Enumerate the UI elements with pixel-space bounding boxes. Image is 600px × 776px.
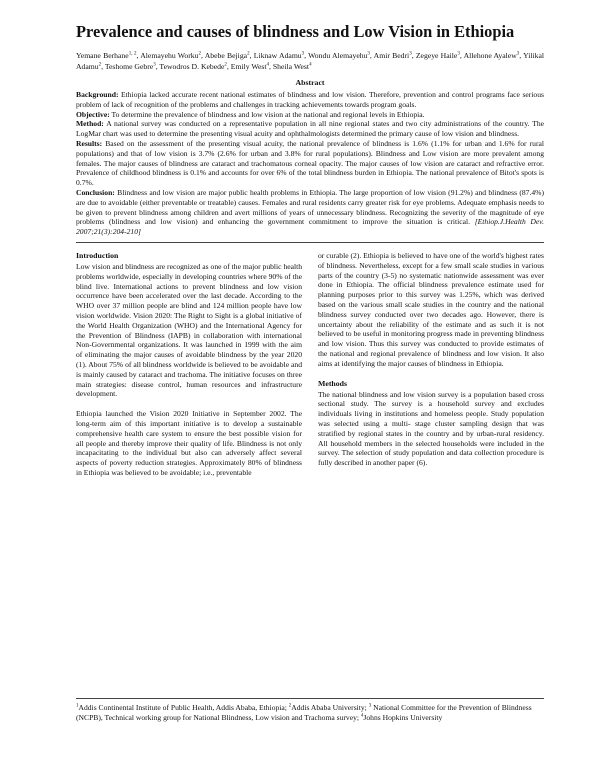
author-name: Sheila West — [272, 61, 310, 71]
abstract-method — [76, 119, 544, 139]
abstract-citation: [Ethiop.J.Health Dev. 2007;21(3):204-210] — [76, 217, 544, 237]
right-column — [318, 251, 544, 488]
author-affiliation-mark: 3 — [301, 51, 305, 57]
footnote-number: 3 — [368, 703, 372, 709]
abstract-method-text: A national survey was conducted on a representative population in all nine regional states and two city administrations of the country. The LogMar chart was used to determine the presenting visual acuity and ophthalmologists determined the primary cause of low vision and blindness. — [76, 119, 544, 139]
footnote-text: Addis Ababa University; — [291, 703, 369, 712]
footnote-number: 4 — [360, 713, 364, 719]
author-affiliation-mark: 2 — [198, 51, 201, 57]
abstract-objective — [76, 110, 544, 120]
footnote-number: 2 — [288, 703, 292, 709]
abstract-conclusion-text: Blindness and low vision are major public health problems in Ethiopia. The large proportion of low vision (91.2%) and blindness (87.4%) are due to avoidable (either preventable or treatable) causes. Females and rural residents carry greater risk for eye problems. Adequate emphasis needs to be given to prevent blindness among children and avert millions of years of unnecessary blindness. Recognizing the severity of the magnitude of eye problems (blindness and low vision) and enhancing the government commitment to improve the situation is critical. — [76, 187, 545, 227]
abstract-background — [76, 90, 544, 110]
author-name: Amir Bedri — [373, 51, 410, 60]
paper-title: Prevalence and causes of blindness and Low Vision in Ethiopia — [76, 22, 515, 41]
author-name: Allehone Ayalew — [463, 51, 517, 60]
author-name: Alemayehu Worku — [140, 51, 199, 60]
author-name: Wondu Alemayehu — [308, 51, 368, 60]
author-affiliation-mark: 3 — [457, 51, 460, 57]
author-affiliation-mark: 2 — [224, 61, 227, 67]
introduction-heading: Introduction — [76, 250, 119, 260]
body-columns — [76, 251, 544, 488]
footnote-text: National Committee for the Prevention of Blindness (NCPB), Technical working group for National Blindness, Low vision and Trachoma survey; — [76, 703, 532, 722]
abstract-divider — [76, 242, 544, 243]
introduction-paragraph-3: or curable (2). Ethiopia is believed to have one of the world's highest rates of blindness. Nevertheless, except for a few small scale studies in various parts of the country (3-5) no systematic nationwide assessment was ever done in Ethiopia. The official blindness prevalence estimate used for planning purposes prior to this survey was 1.25%, which was derived based on the various small scale studies in the country and the national blindness survey conducted over two decades ago. However, there is uncertainty about the reliability of the estimate and as such it is not believed to be useful in monitoring progress made in preventing blindness and low vision. Thus this survey was conducted to provide estimates of the national and regional prevalence of blindness and low vision. It also aims at identifying the major causes of blindness in Ethiopia. — [318, 250, 544, 368]
author-affiliation-mark: 4 — [309, 61, 312, 67]
abstract-background-label: Background: — [76, 90, 119, 99]
abstract-results-text: Based on the assessment of the presenting visual acuity, the national prevalence of blindness is 1.6% (1.1% for urban and 1.6% for rural populations) and that of low vision is 3.7% (2.6% for urban and 3.8% for rural populations). Blindness and Low vision are more prevalent among females. The major causes of blindness are cataract and trachomatous corneal opacity. The major causes of low vision are cataract and refractive error. Prevalence of childhood blindness is 0.1% and accounts for over 6% of the total blindness burden in Ethiopia. The national prevalence of Bitot's spots is 0.7%. — [76, 138, 544, 188]
author-affiliation-mark: 3 — [409, 51, 412, 57]
author-name: Liknaw Adamu — [253, 51, 302, 60]
author-name: Teshome Gebre — [104, 61, 154, 71]
author-affiliation-mark: 3 — [516, 51, 520, 57]
author-name: Emily West — [230, 61, 267, 71]
introduction-paragraph-1: Low vision and blindness are recognized as one of the major public health problems worldwide, especially in developing countries where 90% of the blind live. International actions to prevent blindness and low vision occurrence have been accelerated over the last decade. According to the WHO over 37 million people are blind and 124 million people have low vision worldwide. Vision 2020: The Right to Sight is a global initiative of the World Health Organization (WHO) and the International Agency for the Prevention of Blindness (IAPB) in collaboration with international Non-Governmental organizations. It was launched in 1999 with the aim of eliminating the major causes of avoidable blindness by the year 2020 (1). About 75% of all blindness worldwide is believed to be avoidable and is mainly caused by cataract and trachoma. The initiative focuses on three main strategies: disease control, human resources and infrastructure development. — [76, 261, 302, 399]
abstract-heading: Abstract — [295, 78, 325, 87]
abstract-conclusion-label: Conclusion: — [76, 187, 115, 197]
footnote-text: Addis Continental Institute of Public Health, Addis Ababa, Ethiopia; — [78, 703, 289, 712]
author-affiliation-mark: 4 — [266, 61, 270, 67]
abstract-results-label: Results: — [76, 138, 103, 148]
affiliation-footnotes — [76, 698, 544, 723]
methods-heading: Methods — [318, 378, 348, 388]
abstract-method-label: Method: — [76, 119, 104, 129]
author-name: Yilikal Adamu — [76, 51, 545, 71]
author-affiliation-mark: 2 — [98, 61, 102, 67]
left-column — [76, 251, 302, 488]
abstract-background-text: Ethiopia lacked accurate recent national estimates of blindness and low vision. Therefore, prevention and control programs face serious problem of lack of recognition of the problems and challenges in tracking achievements towards program goals. — [76, 90, 544, 109]
abstract-objective-text: To determine the prevalence of blindness and low vision at the national and regional levels in Ethiopia. — [111, 109, 425, 119]
author-affiliation-mark: 3 — [367, 51, 370, 57]
abstract-conclusion — [76, 188, 544, 237]
author-affiliation-mark: 1, 2 — [128, 51, 137, 57]
footnote-number: 1 — [76, 703, 79, 709]
footnote-text: Johns Hopkins University — [363, 713, 443, 722]
abstract-objective-label: Objective: — [76, 109, 110, 119]
author-name: Abebe Bejiga — [204, 51, 248, 60]
methods-paragraph-1: The national blindness and low vision survey is a population based cross sectional study. The survey is a household survey and excludes individuals living in institutions and homeless people. Study population was selected using a multi- stage cluster sampling design that was stratified by regional states in the country and by urban-rural residency. All household members in the selected households were included in the survey. The selection of study population and data collection procedure is fully described in another paper (6). — [318, 389, 544, 468]
author-list: Yemane Berhane$^{1, 2}$, Alemayehu Worku$^2$, Abebe Bejiga$^2$, Liknaw Adamu$^3$, Wondu Alemayehu$^3$, Amir Bedri$^3$, Zegeye Haile$^3$, Allehone Ayalew$^3$, Yilikal Adamu$^2$, Teshome Gebre$^3$, Tewodros D. Kebede$^2$, Emily West$^4$, Sheila West$^4$ — [76, 51, 545, 71]
author-name: Tewodros D. Kebede — [159, 61, 225, 71]
author-name: Zegeye Haile — [415, 51, 458, 60]
author-affiliation-mark: 3 — [153, 61, 156, 67]
author-name: Yemane Berhane — [76, 51, 129, 60]
introduction-paragraph-2: Ethiopia launched the Vision 2020 Initiative in September 2002. The long-term aim of this important initiative is to develop a sustainable comprehensive health care system to ensure the best possible vision for all people and thereby improve their quality of life. Blindness is not only incapacitating to the individual but also can adversely affect several aspects of poverty reduction strategies. Approximately 80% of blindness in Ethiopia was believed to be avoidable; i.e., preventable — [76, 409, 302, 477]
abstract-results — [76, 139, 544, 188]
author-affiliation-mark: 2 — [247, 51, 250, 57]
